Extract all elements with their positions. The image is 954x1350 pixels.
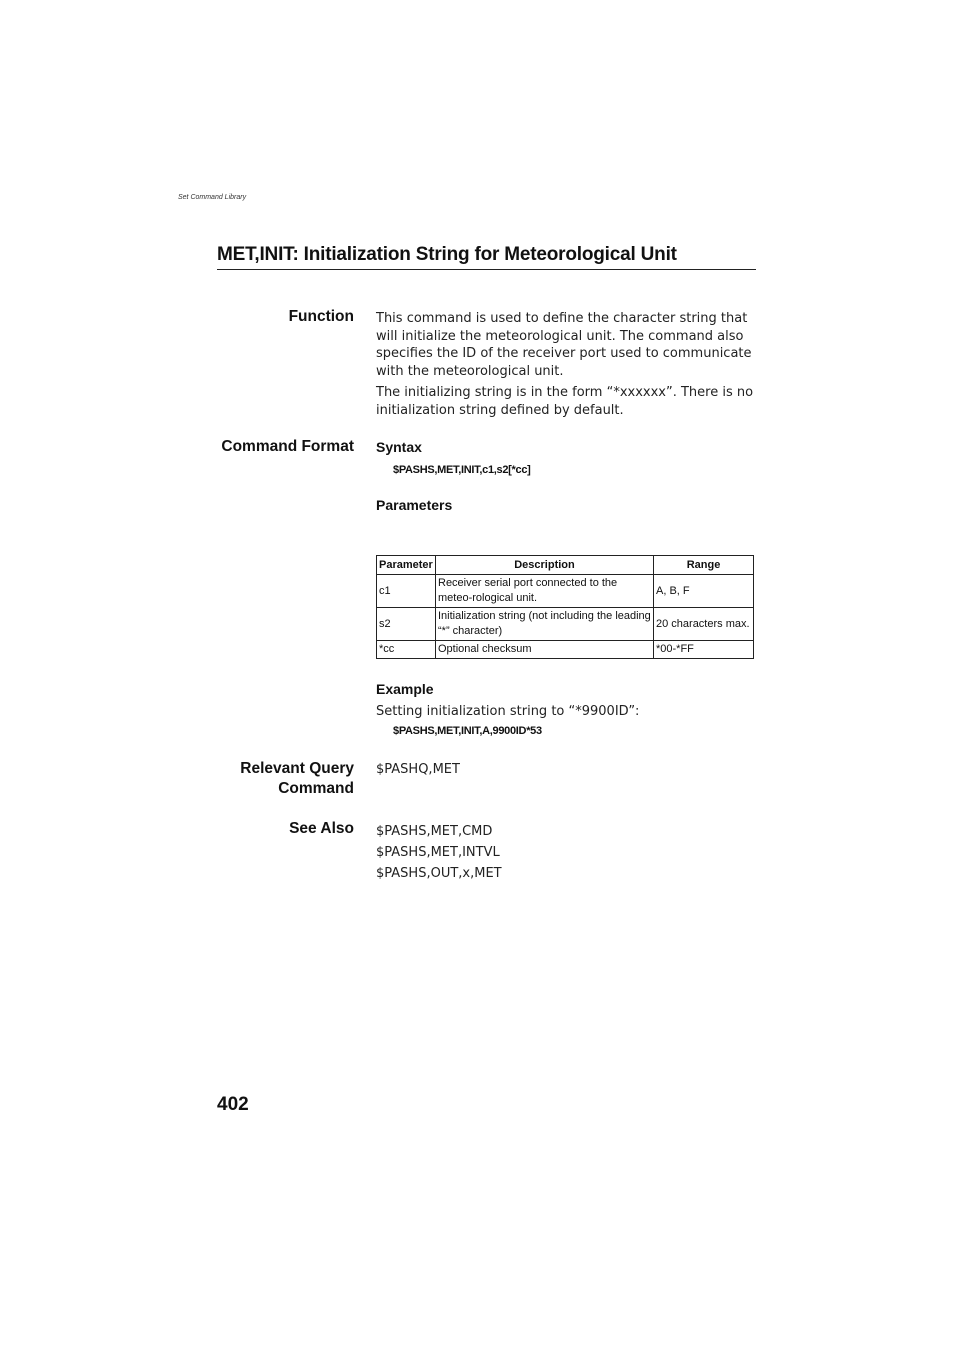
relevant-query-label-line2: Command [278, 780, 354, 797]
running-header: Set Command Library [178, 194, 247, 201]
table-header-parameter: Parameter [377, 556, 436, 575]
see-also-label: See Also [289, 820, 354, 837]
table-cell-description: Receiver serial port connected to the meteo-rological unit. [436, 575, 654, 608]
example-heading: Example [376, 681, 434, 697]
relevant-query-value: $PASHQ,MET [376, 762, 460, 777]
syntax-heading: Syntax [376, 439, 422, 455]
table-cell-range: 20 characters max. [654, 608, 754, 641]
table-cell-parameter: c1 [377, 575, 436, 608]
table-row [377, 641, 754, 659]
see-also-list [376, 821, 756, 884]
syntax-code: $PASHS,MET,INIT,c1,s2[*cc] [393, 464, 531, 476]
table-cell-parameter: s2 [377, 608, 436, 641]
table-row [377, 608, 754, 641]
table-header-row [377, 556, 754, 575]
command-format-label: Command Format [221, 438, 354, 455]
see-also-item: $PASHS,OUT,x,MET [376, 866, 502, 881]
example-code: $PASHS,MET,INIT,A,9900ID*53 [393, 725, 542, 737]
parameters-table [376, 555, 754, 659]
table-cell-parameter: *cc [377, 641, 436, 659]
table-header-range: Range [654, 556, 754, 575]
function-label: Function [288, 308, 354, 325]
table-header-description: Description [436, 556, 654, 575]
parameters-heading: Parameters [376, 497, 453, 513]
see-also-item: $PASHS,MET,CMD [376, 824, 493, 839]
table-cell-range: A, B, F [654, 575, 754, 608]
table-cell-description: Initialization string (not including the leading “*” character) [436, 608, 654, 641]
example-text: Setting initialization string to “*9900ID”: [376, 704, 640, 719]
page-title: MET,INIT: Initialization String for Meteorological Unit [217, 244, 756, 270]
relevant-query-label-line1: Relevant Query [240, 760, 354, 777]
function-body [376, 310, 756, 423]
relevant-query-label [240, 759, 354, 799]
page-number: 402 [217, 1094, 249, 1115]
table-cell-range: *00-*FF [654, 641, 754, 659]
see-also-item: $PASHS,MET,INTVL [376, 845, 500, 860]
function-paragraph-2: The initializing string is in the form “*xxxxxx”. There is no initialization string defined by default. [376, 385, 754, 418]
function-paragraph-1: This command is used to define the character string that will initialize the meteorological unit. The command also specifies the ID of the receiver port used to communicate with the meteorological unit. [376, 311, 752, 379]
table-row [377, 575, 754, 608]
table-cell-description: Optional checksum [436, 641, 654, 659]
